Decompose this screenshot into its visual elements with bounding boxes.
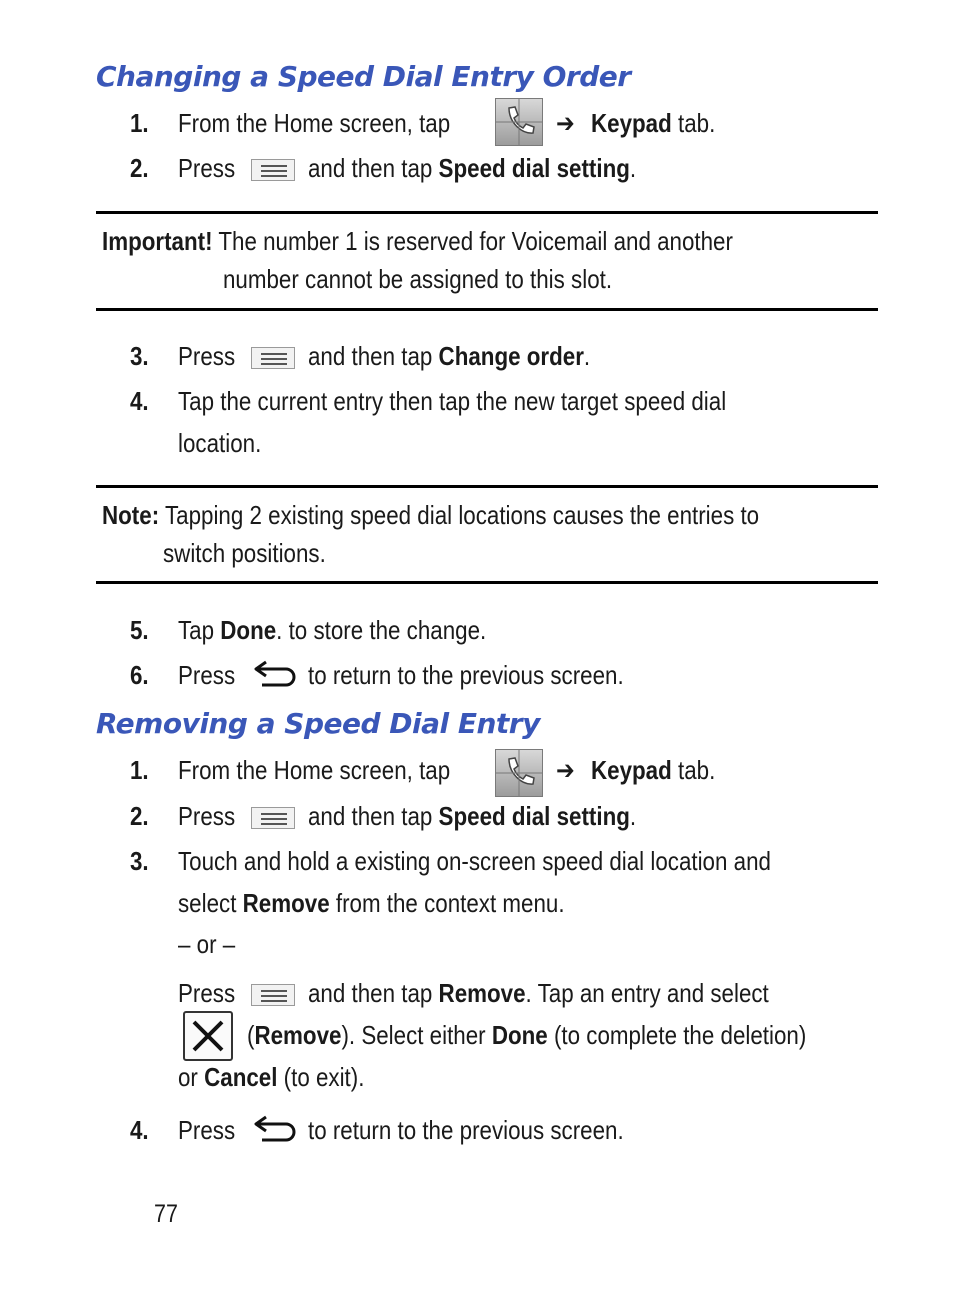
section-heading-removing-entry: Removing a Speed Dial Entry (96, 707, 540, 740)
arrow-glyph: ➔ (556, 108, 575, 138)
page-number: 77 (154, 1200, 178, 1228)
step-number: 1. (130, 108, 149, 138)
arrow-glyph: ➔ (556, 755, 575, 785)
menu-icon (251, 347, 295, 369)
step-text: and then tap Speed dial setting. (308, 153, 637, 183)
step-number: 6. (130, 660, 149, 690)
step-number: 4. (130, 386, 149, 416)
phone-icon (495, 749, 543, 797)
menu-icon (251, 159, 295, 181)
note-line2: switch positions. (163, 538, 326, 568)
step-text: Press (178, 660, 236, 690)
divider (96, 308, 878, 311)
step-text: Press (178, 1115, 236, 1145)
or-separator: – or – (178, 929, 236, 959)
step-number: 1. (130, 755, 149, 785)
step-number: 4. (130, 1115, 149, 1145)
step-text: Tap the current entry then tap the new target speed dial (178, 386, 727, 416)
step-text: Press (178, 978, 236, 1008)
phone-icon (495, 98, 543, 146)
section-heading-changing-order: Changing a Speed Dial Entry Order (96, 60, 631, 93)
step-text: Tap Done. to store the change. (178, 615, 487, 645)
menu-icon (251, 807, 295, 829)
step-text: Keypad tab. (591, 755, 716, 785)
step-number: 5. (130, 615, 149, 645)
step-text: From the Home screen, tap (178, 755, 451, 785)
step-text: and then tap Remove. Tap an entry and select (308, 978, 769, 1008)
step-text: Press (178, 341, 236, 371)
step-text: to return to the previous screen. (308, 1115, 624, 1145)
step-number: 3. (130, 341, 149, 371)
step-text: to return to the previous screen. (308, 660, 624, 690)
step-text: and then tap Change order. (308, 341, 591, 371)
step-text: location. (178, 428, 262, 458)
step-text: Keypad tab. (591, 108, 716, 138)
step-number: 3. (130, 846, 149, 876)
divider (96, 485, 878, 488)
step-text: Touch and hold a existing on-screen speed dial location and (178, 846, 771, 876)
step-text: (Remove). Select either Done (to complete the deletion) (247, 1020, 807, 1050)
step-text: or Cancel (to exit). (178, 1062, 365, 1092)
divider (96, 211, 878, 214)
step-number: 2. (130, 801, 149, 831)
note: Note: Tapping 2 existing speed dial locations causes the entries to (102, 500, 760, 530)
step-number: 2. (130, 153, 149, 183)
delete-x-icon (183, 1011, 233, 1061)
back-icon (252, 658, 298, 695)
step-text: From the Home screen, tap (178, 108, 451, 138)
back-icon (252, 1113, 298, 1150)
important-note: Important! The number 1 is reserved for Voicemail and another (102, 226, 733, 256)
step-text: select Remove from the context menu. (178, 888, 565, 918)
menu-icon (251, 984, 295, 1006)
step-text: Press (178, 801, 236, 831)
step-text: Press (178, 153, 236, 183)
important-note-line2: number cannot be assigned to this slot. (223, 264, 613, 294)
divider (96, 581, 878, 584)
step-text: and then tap Speed dial setting. (308, 801, 637, 831)
